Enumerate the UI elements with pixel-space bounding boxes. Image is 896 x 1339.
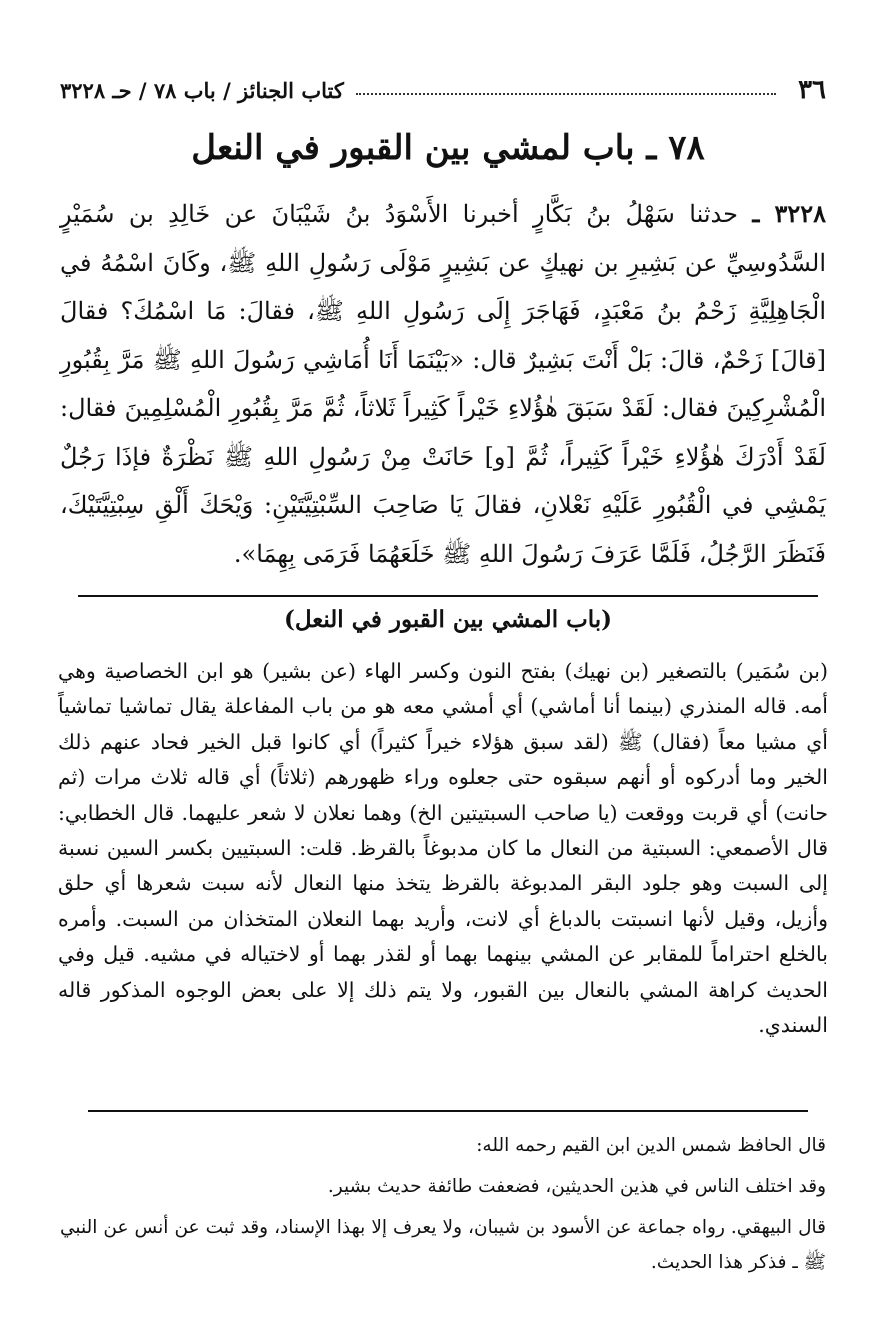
section-divider bbox=[78, 595, 818, 597]
footnote-paragraph: وقد اختلف الناس في هذين الحديثين، فضعفت طائفة حديث بشير. bbox=[327, 1176, 826, 1197]
dotted-leader bbox=[356, 93, 776, 95]
footnote-divider bbox=[88, 1110, 808, 1112]
page-header bbox=[60, 70, 826, 110]
commentary-title: (باب المشي بين القبور في النعل) bbox=[283, 606, 613, 633]
chapter-title: ٧٨ ـ باب لمشي بين القبور في النعل bbox=[191, 128, 705, 168]
footnote-paragraph: قال البيهقي. رواه جماعة عن الأسود بن شيبان، ولا يعرف إلا بهذا الإسناد، وقد ثبت عن أنس عن النبي ﷺ ـ فذكر هذا الحديث. bbox=[60, 1217, 826, 1273]
hadith-text-block bbox=[60, 190, 826, 578]
commentary-text: (بن سُمَير) بالتصغير (بن نهيك) بفتح النون وكسر الهاء (عن بشير) هو ابن الخصاصية وهي أمه. قاله المنذري (بينما أنا أماشي) أي أمشي معه هو من باب المفاعلة يقال تماشيا تماشياً أي مشيا معاً (فقال) ﷺ (لقد سبق هؤلاء خيراً كثيراً) أي كانوا قبل الخير فحاد عنهم ذلك الخير وما أدركوه أو أنهم سبقوه حتى جعلوه وراء ظهورهم (ثلاثاً) أي قاله ثلاث مرات (ثم حانت) أي قربت ووقعت (يا صاحب السبتيتين الخ) وهما نعلان لا شعر عليهما. قال الخطابي: قال الأصمعي: السبتية من النعال ما كان مدبوغاً بالقرظ. قلت: السبتيين بكسر السين نسبة إلى السبت وهو جلود البقر المدبوغة بالقرظ يتخذ منها النعال لأنه سبت شعرها أي حلق وأزيل، وقيل لأنها انسبتت بالدباغ أي لانت، وأريد بهما النعلان المتخذان من السبت. وأمره بالخلع احتراماً للمقابر عن المشي بينهما بهما أو لقذر بهما أو لاختياله في مشيه. قيل وفي الحديث كراهة المشي بالنعال بين القبور، ولا يتم ذلك إلا على بعض الوجوه المذكور قاله السندي. bbox=[58, 659, 828, 1038]
hadith-text: حدثنا سَهْلُ بنُ بَكَّارٍ أخبرنا الأَسْوَدُ بنُ شَيْبَانَ عن خَالِدِ بن سُمَيْرٍ السَّدُوسِيِّ عن بَشِيرِ بن نهيكٍ عن بَشِيرٍ مَوْلَى رَسُولِ اللهِ ﷺ، وكَانَ اسْمُهُ في الْجَاهِلِيَّةِ زَحْمُ بنُ مَعْبَدٍ، فَهَاجَرَ إِلَى رَسُولِ اللهِ ﷺ، فقالَ: مَا اسْمُكَ؟ فقالَ [قالَ] زَحْمٌ، قالَ: بَلْ أَنْتَ بَشِيرٌ قال: «بَيْنَمَا أَنَا أُمَاشِي رَسُولَ اللهِ ﷺ مَرَّ بِقُبُورِ الْمُشْرِكِينَ فقال: لَقَدْ سَبَقَ هٰؤُلاءِ خَيْراً كَثِيراً ثَلاثاً، ثُمَّ مَرَّ بِقُبُورِ الْمُسْلِمِينَ فقال: لَقَدْ أَدْرَكَ هٰؤُلاءِ خَيْراً كَثِيراً، ثُمَّ [و] حَانَتْ مِنْ رَسُولِ اللهِ ﷺ نَظْرَةٌ فإذَا رَجُلٌ يَمْشِي في الْقُبُورِ عَلَيْهِ نَعْلانِ، فقالَ يَا صَاحِبَ السِّبْتِيَّتَيْنِ: وَيْحَكَ أَلْقِ سِبْتِيَّتَيْكَ، فَنَظَرَ الرَّجُلُ، فَلَمَّا عَرَفَ رَسُولَ اللهِ ﷺ خَلَعَهُمَا فَرَمَى بِهِمَا». bbox=[60, 200, 826, 568]
running-title: كتاب الجنائز / باب ٧٨ / حـ ٣٢٢٨ bbox=[60, 77, 344, 103]
footnotes-block bbox=[60, 1128, 826, 1286]
footnote-paragraph: قال الحافظ شمس الدين ابن القيم رحمه الله: bbox=[476, 1135, 826, 1156]
page-number: ٣٦ bbox=[798, 75, 826, 105]
hadith-number: ٣٢٢٨ ـ bbox=[752, 199, 827, 228]
